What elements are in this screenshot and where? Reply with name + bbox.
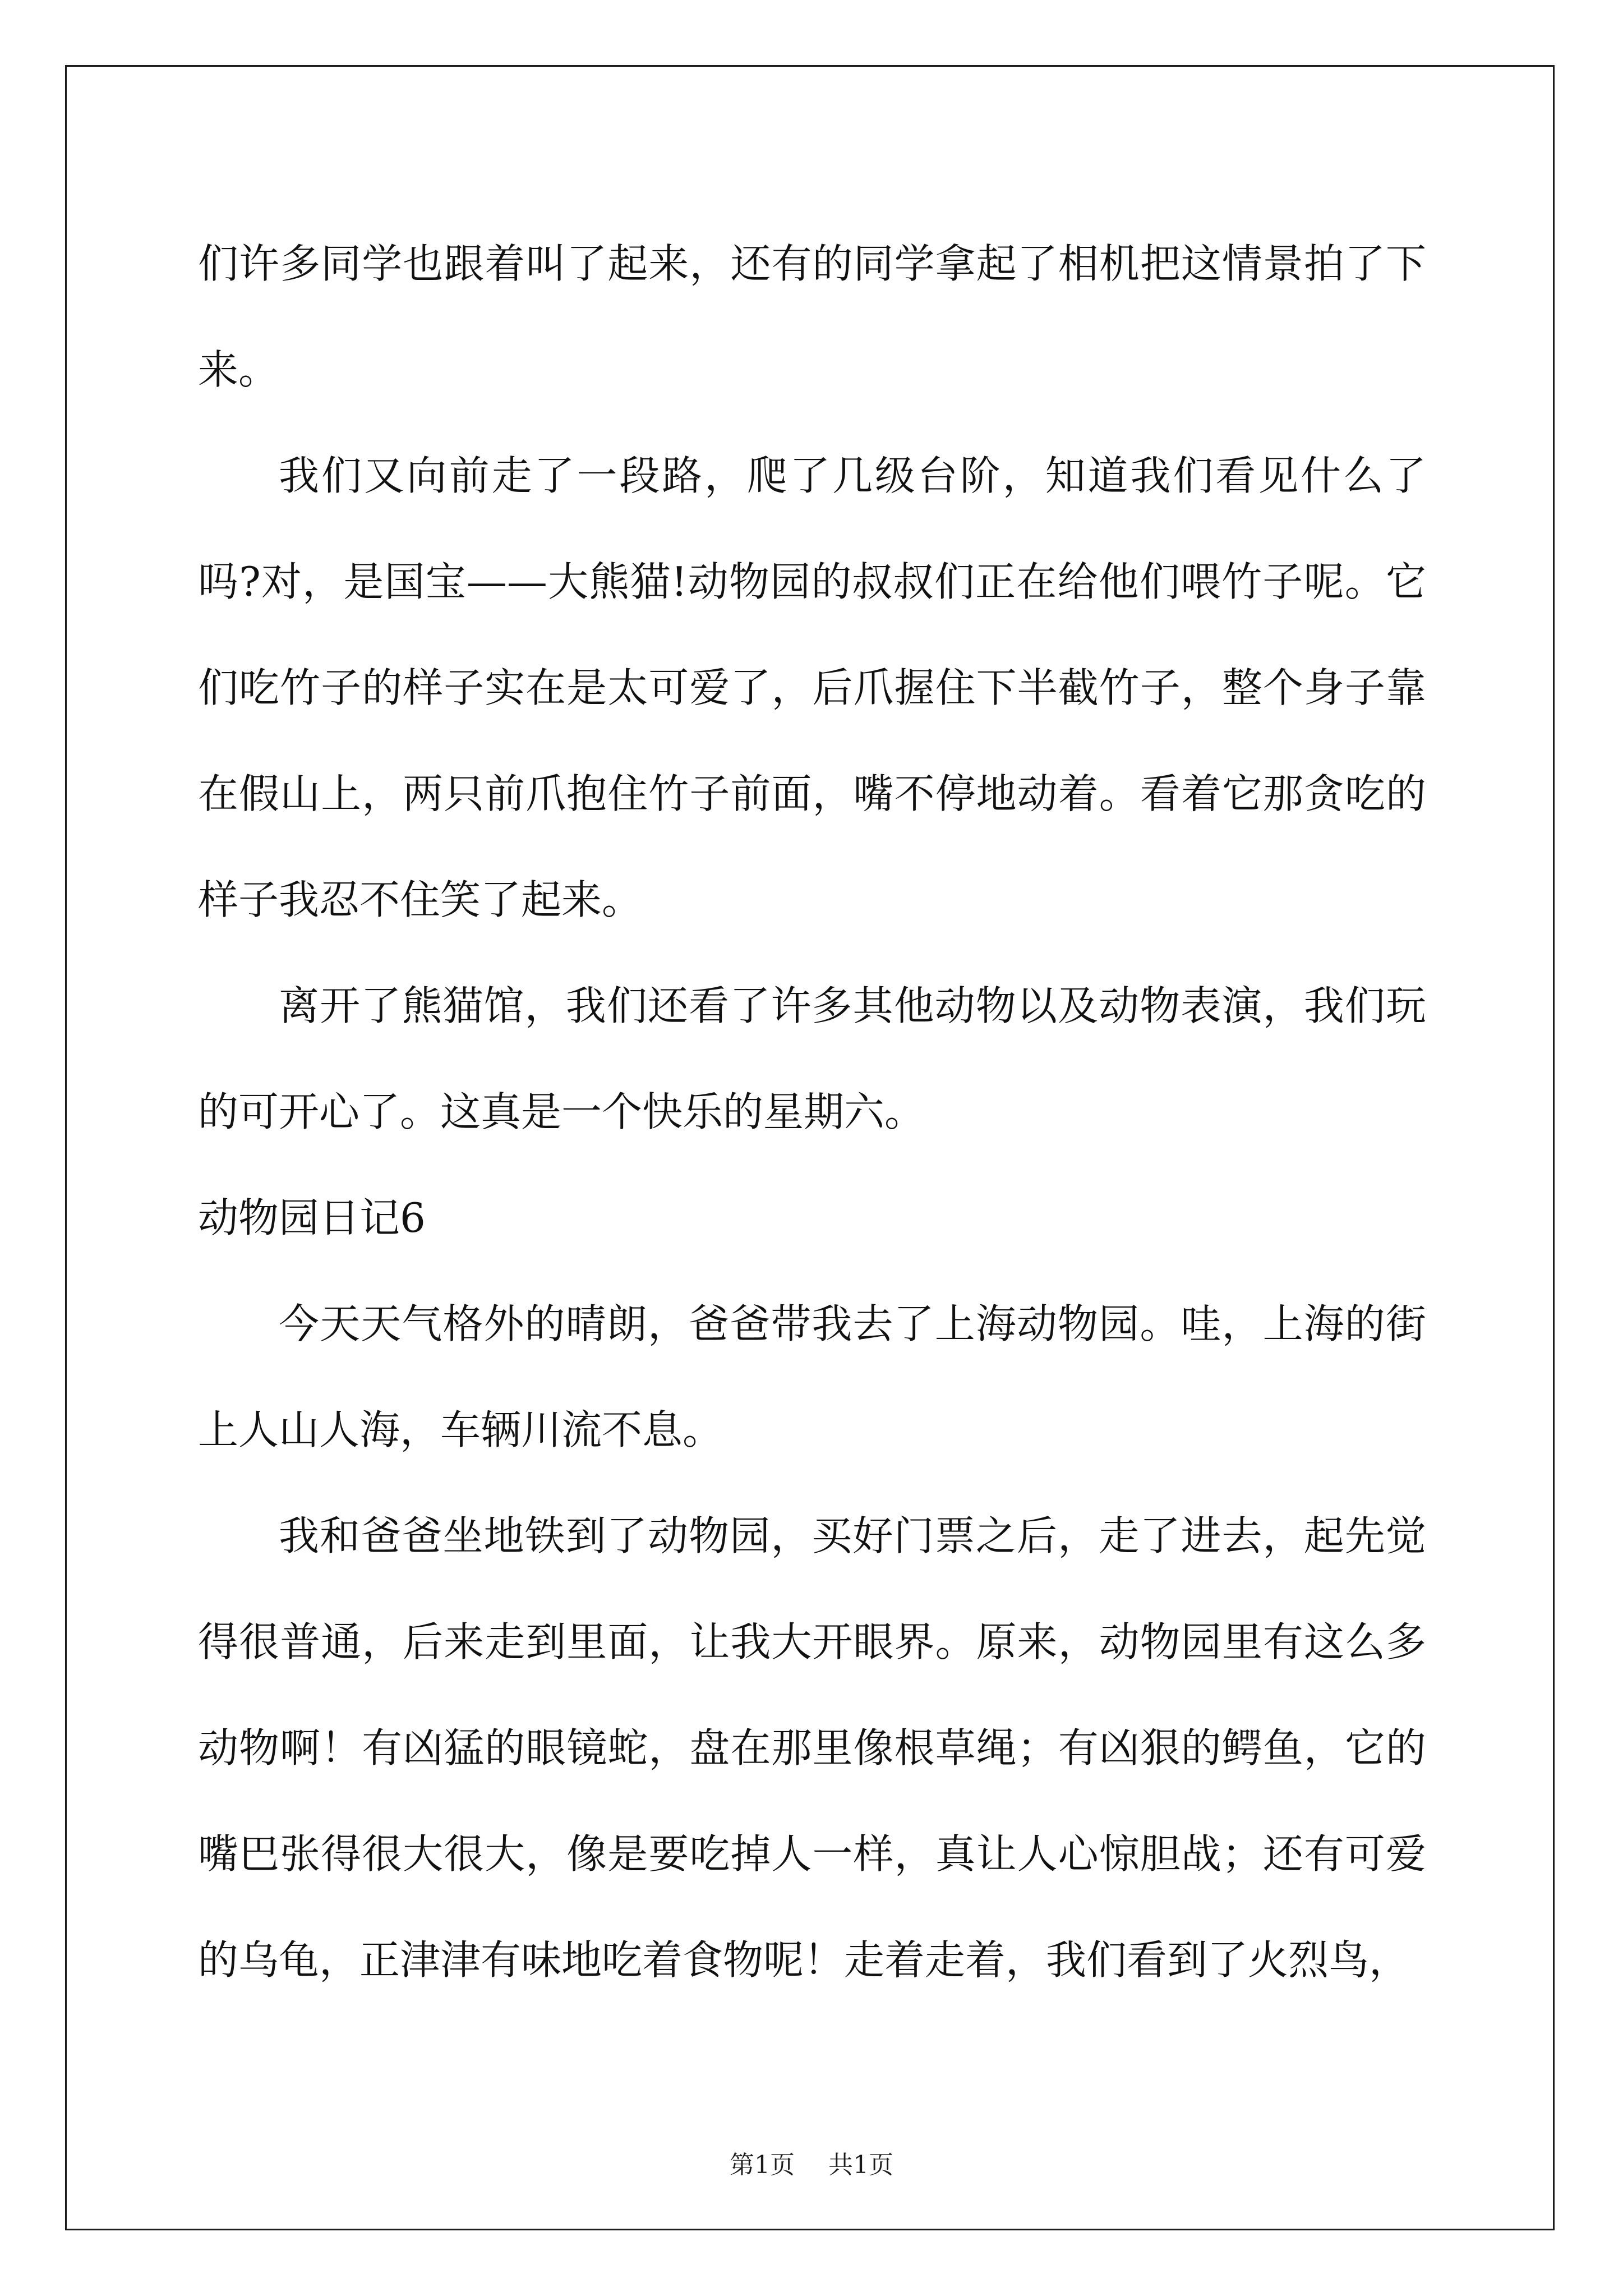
paragraph-3: 离开了熊猫馆，我们还看了许多其他动物以及动物表演，我们玩的可开心了。这真是一个快乐的星期六。 <box>198 982 1426 1135</box>
page-footer <box>0 2148 1623 2182</box>
section-paragraph-1: 今天天气格外的晴朗，爸爸带我去了上海动物园。哇，上海的街上人山人海，车辆川流不息。 <box>198 1300 1426 1453</box>
paragraph-2: 我们又向前走了一段路，爬了几级台阶，知道我们看见什么了吗?对，是国宝——大熊猫!动物园的叔叔们正在给他们喂竹子呢。它们吃竹子的样子实在是太可爱了，后爪握住下半截竹子，整个身子靠在假山上，两只前爪抱住竹子前面，嘴不停地动着。看着它那贪吃的样子我忍不住笑了起来。 <box>198 452 1426 923</box>
document-body <box>198 211 1426 2013</box>
section-paragraph-2: 我和爸爸坐地铁到了动物园，买好门票之后，走了进去，起先觉得很普通，后来走到里面，让我大开眼界。原来，动物园里有这么多动物啊！有凶猛的眼镜蛇，盘在那里像根草绳；有凶狠的鳄鱼，它的嘴巴张得很大很大，像是要吃掉人一样，真让人心惊胆战；还有可爱的乌龟，正津津有味地吃着食物呢！走着走着，我们看到了火烈鸟， <box>198 1512 1426 1984</box>
paragraph-1: 们许多同学也跟着叫了起来，还有的同学拿起了相机把这情景拍了下来。 <box>198 240 1426 393</box>
page-number-current: 第1页 <box>730 2151 795 2179</box>
section-title: 动物园日记6 <box>198 1194 426 1241</box>
page-number-total: 共1页 <box>828 2151 893 2179</box>
